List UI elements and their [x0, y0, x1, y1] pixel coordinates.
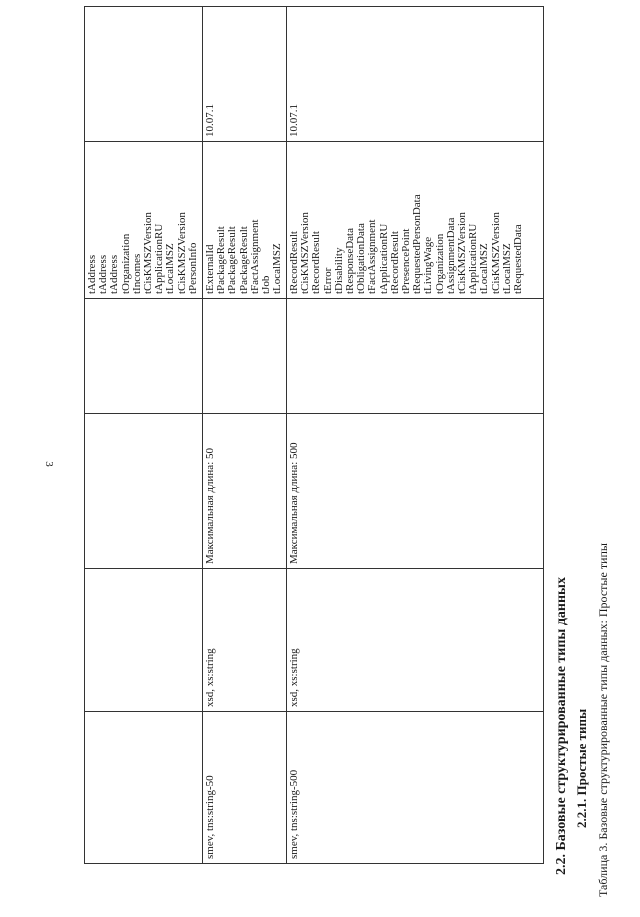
- used-in-item: tPersonInfo: [186, 242, 199, 294]
- used-in-item: tFactAssignment: [366, 219, 379, 294]
- used-in-item: tCisKMSZVersion: [299, 212, 312, 294]
- cell-name: [85, 712, 203, 864]
- used-in-item: tLocalMSZ: [271, 243, 284, 294]
- cell-restriction: Максимальная длина: 500: [287, 414, 544, 569]
- cell-base: xsd, xs:string: [287, 569, 544, 712]
- cell-used-in: [287, 142, 544, 299]
- used-in-item: tRecordResult: [388, 231, 401, 294]
- used-in-item: tOrganization: [433, 233, 446, 294]
- used-in-item: tIncomes: [130, 253, 143, 294]
- subsection-heading: 2.2.1. Простые типы: [574, 708, 589, 828]
- cell-base: [85, 569, 203, 712]
- cell-empty: [85, 299, 203, 414]
- cell-name: smev, tns:string-500: [287, 712, 544, 864]
- table-row: [85, 7, 203, 864]
- used-in-item: tOrganization: [119, 233, 132, 294]
- used-in-item: tCisKMSZVersion: [489, 212, 502, 294]
- cell-version: 10.07.1: [287, 7, 544, 142]
- used-in-item: tApplicationRU: [467, 223, 480, 294]
- used-in-item: tExternalId: [204, 244, 216, 294]
- cell-used-in: [203, 142, 287, 299]
- used-in-item: tPackageResult: [237, 226, 250, 294]
- used-in-item: tLocalMSZ: [500, 243, 513, 294]
- used-in-item: tApplicationRU: [377, 223, 390, 294]
- used-in-item: tLocalMSZ: [164, 243, 177, 294]
- used-in-item: tRequestedPersonData: [411, 194, 424, 294]
- used-in-item: tAssignmentData: [444, 217, 457, 294]
- used-in-item: tAddress: [108, 254, 121, 294]
- table-row: [203, 7, 287, 864]
- cell-base: xsd, xs:string: [203, 569, 287, 712]
- cell-restriction: Максимальная длина: 50: [203, 414, 287, 569]
- table-caption: Таблица 3. Базовые структурированные типы данных: Простые типы: [596, 543, 610, 897]
- used-in-item: tAddress: [97, 254, 110, 294]
- used-in-item: tResponseData: [344, 228, 357, 294]
- table-row: [287, 7, 544, 864]
- cell-name: smev, tns:string-50: [203, 712, 287, 864]
- used-in-item: tJob: [260, 275, 273, 294]
- used-in-item: tFactAssignment: [248, 219, 261, 294]
- section-heading-text: 2.2. Базовые структурированные типы данных: [554, 577, 569, 875]
- cell-used-in: [85, 142, 203, 299]
- cell-version: 10.07.1: [203, 7, 287, 142]
- used-in-item: tDisability: [332, 247, 345, 294]
- used-in-item: tObligationData: [355, 223, 368, 294]
- used-in-item: tCisKMSZVersion: [456, 212, 469, 294]
- used-in-item: tAddress: [86, 254, 98, 294]
- used-in-item: tError: [321, 267, 334, 294]
- used-in-item: tPresencePoint: [400, 228, 413, 294]
- used-in-item: tPackageResult: [226, 226, 239, 294]
- used-in-item: tLocalMSZ: [478, 243, 491, 294]
- cell-restriction: [85, 414, 203, 569]
- used-in-item: tRecordResult: [310, 231, 323, 294]
- used-in-item: tPackageResult: [215, 226, 228, 294]
- used-in-item: tLivingWage: [422, 236, 435, 294]
- cell-empty: [287, 299, 544, 414]
- page-number: 3: [42, 461, 55, 467]
- used-in-item: tCisKMSZVersion: [175, 212, 188, 294]
- simple-types-table: [84, 6, 544, 864]
- cell-empty: [203, 299, 287, 414]
- used-in-item: tCisKMSZVersion: [142, 212, 155, 294]
- cell-version: [85, 7, 203, 142]
- used-in-item: tRecordResult: [288, 231, 300, 294]
- used-in-item: tRequestedData: [512, 224, 525, 294]
- used-in-item: tApplicationRU: [153, 223, 166, 294]
